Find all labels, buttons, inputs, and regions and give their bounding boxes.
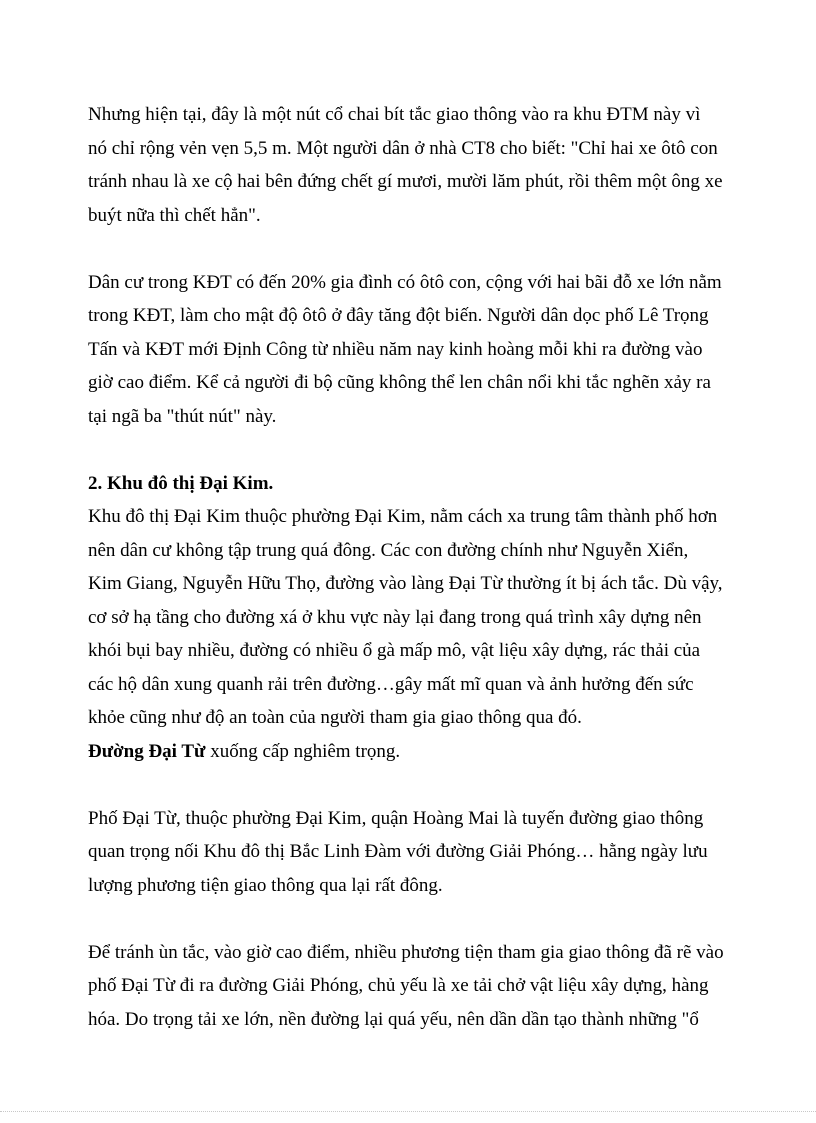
paragraph-dai-kim-description: Khu đô thị Đại Kim thuộc phường Đại Kim, nằm cách xa trung tâm thành phố hơn nên dân cư không tập trung quá đông. Các con đường chính như Nguyễn Xiển, Kim Giang, Nguyễn Hữu Thọ, đường vào làng Đại Từ thường ít bị ách tắc. Dù vậy, cơ sở hạ tầng cho đường xá ở khu vực này lại đang trong quá trình xây dựng nên khói bụi bay nhiều, đường có nhiều ổ gà mấp mô, vật liệu xây dựng, rác thải của các hộ dân xung quanh rải trên đường…gây mất mĩ quan và ảnh hưởng đến sức khỏe cũng như độ an toàn của người tham gia giao thông qua đó. bbox=[88, 506, 723, 728]
paragraph-residents-cars: Dân cư trong KĐT có đến 20% gia đình có ôtô con, cộng với hai bãi đỗ xe lớn nằm trong KĐT, làm cho mật độ ôtô ở đây tăng đột biến. Người dân dọc phố Lê Trọng Tấn và KĐT mới Định Công từ nhiều năm nay kinh hoàng mỗi khi ra đường vào giờ cao điểm. Kể cả người đi bộ cũng không thể len chân nổi khi tắc nghẽn xảy ra tại ngã ba "thút nút" này. bbox=[88, 271, 722, 427]
paragraph-dai-tu-street: Phố Đại Từ, thuộc phường Đại Kim, quận Hoàng Mai là tuyến đường giao thông quan trọng nối Khu đô thị Bắc Linh Đàm với đường Giải Phóng… hằng ngày lưu lượng phương tiện giao thông qua lại rất đông. bbox=[88, 807, 708, 896]
document-body bbox=[88, 98, 724, 1036]
paragraph-dai-tu-subheading bbox=[88, 735, 724, 769]
dai-tu-road-status: xuống cấp nghiêm trọng. bbox=[205, 740, 401, 762]
page-bottom-divider bbox=[0, 1111, 816, 1112]
dai-tu-road-label: Đường Đại Từ bbox=[88, 740, 206, 762]
paragraph-bottleneck: Nhưng hiện tại, đây là một nút cổ chai bít tắc giao thông vào ra khu ĐTM này vì nó chỉ rộng vẻn vẹn 5,5 m. Một người dân ở nhà CT8 cho biết: "Chỉ hai xe ôtô con tránh nhau là xe cộ hai bên đứng chết gí mươi, mười lăm phút, rồi thêm một ông xe buýt nữa thì chết hẳn". bbox=[88, 104, 723, 226]
paragraph-traffic-detour: Để tránh ùn tắc, vào giờ cao điểm, nhiều phương tiện tham gia giao thông đã rẽ vào phố Đại Từ đi ra đường Giải Phóng, chủ yếu là xe tải chở vật liệu xây dựng, hàng hóa. Do trọng tải xe lớn, nền đường lại quá yếu, nên dần dần tạo thành những "ổ bbox=[88, 941, 724, 1030]
section-heading-dai-kim: 2. Khu đô thị Đại Kim. bbox=[88, 472, 274, 494]
